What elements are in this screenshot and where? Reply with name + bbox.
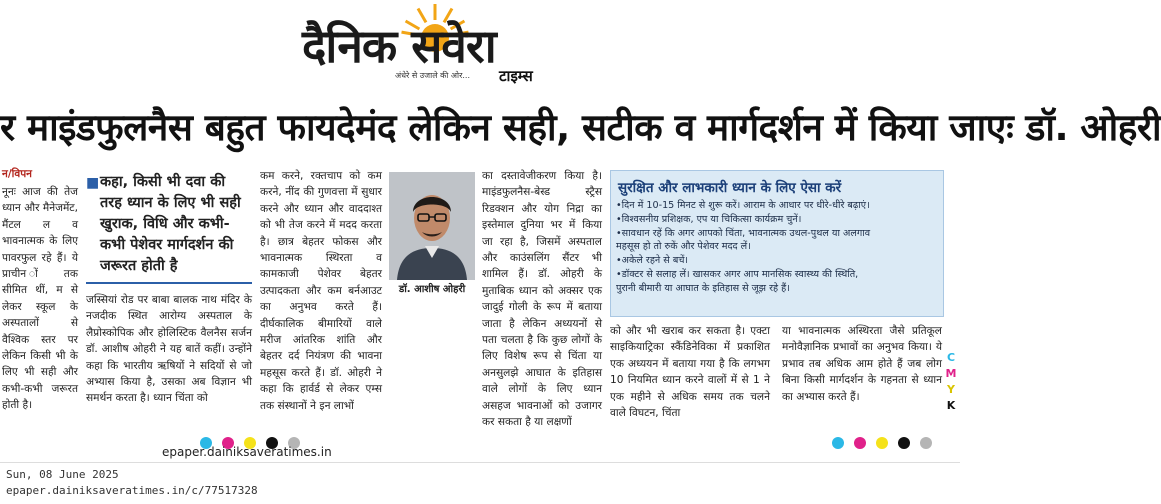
magenta-dot-icon	[854, 437, 866, 449]
article-column-1: नूनः आज की तेज ध्यान और मैनेजमेंट, मैंटल ल व भावनात्मक के लिए पावरफुल रहे हैं। ये प्राचीन ों तक सीमित थीं, म से लेकर स्कूल के अस्पतालों से वैश्विक स्तर पर लेकिन किसी भी के लिए भी सही और कभी-कभी जरूरत होती है।	[2, 186, 78, 412]
logo-tagline: अंधेरे से उजाले की ओर...	[395, 71, 471, 80]
article-column-4: का दस्तावेजीकरण किया है। माइंडफुलनैस-बेस्ड स्ट्रैस रिडक्शन और योग निद्रा का इस्तेमाल दुनिया भर में किया जा रहा है, जिसमें अस्पताल और काउंसलिंग सैंटर भी शामिल हैं। डॉ. ओहरी के मुताबिक ध्यान को अक्सर एक जादुई गोली के रूप में बताया जाता है लेकिन अध्ययनों से पता चलता है कि कुछ लोगों के लिए विशेष रूप से चिंता या अनसुलझे आघात के इतिहास वाले लोगों के लिए ध्यान असहज भावनाओं को उजागर कर सकता है या लक्षणों	[482, 170, 602, 429]
author-photo	[389, 172, 475, 280]
pull-quote-text: कहा, किसी भी दवा की तरह ध्यान के लिए भी सही खुराक, विधि और कभी-कभी पेशेवर मार्गदर्शन की जरूरत होती है	[100, 174, 241, 274]
pull-quote	[86, 172, 252, 284]
footer	[0, 462, 960, 504]
black-dot-icon	[898, 437, 910, 449]
epaper-site-link[interactable]: epaper.dainiksaveratimes.in	[162, 445, 332, 459]
article-column-5: को और भी खराब कर सकता है। एक्टा साइकियाट्रिका स्कैंडिनेविका में प्रकाशित एक अध्ययन में बताया गया है कि लगभग 10 नियमित ध्यान करने वालों में से 1 ने एक महीने से अधिक समय तक चलने वाले विघटन, चिंता	[610, 325, 770, 420]
newspaper-logo: दैनिक सवेरा	[302, 19, 496, 73]
cmyk-letter: C	[946, 351, 956, 364]
cmyk-letter: M	[945, 367, 957, 380]
tips-list-item: पुरानी बीमारी या आघात के इतिहास से जूझ रहे हैं।	[616, 282, 790, 294]
tips-list-item: •विश्वसनीय प्रशिक्षक, एप या चिकित्सा कार्यक्रम चुनें।	[616, 213, 802, 225]
article-column-6: या भावनात्मक अस्थिरता जैसे प्रतिकूल मनोवैज्ञानिक प्रभावों का अनुभव किया। ये प्रभाव तब अधिक आम होते हैं जब लोग बिना किसी मार्गदर्शन के गहनता से ध्यान का अभ्यास करते हैं।	[782, 325, 942, 403]
cmyk-marker	[945, 350, 957, 414]
cyan-dot-icon	[832, 437, 844, 449]
tips-list-item: •सावधान रहें कि अगर आपको चिंता, भावनात्मक उथल-पुथल या अलगाव	[616, 227, 871, 239]
square-bullet-icon: ■	[86, 175, 100, 191]
tips-list-item: •अकेले रहने से बचें।	[616, 255, 689, 267]
logo-suffix: टाइम्स	[499, 67, 533, 85]
tips-list-item: •डॉक्टर से सलाह लें। खासकर अगर आप मानसिक स्वास्थ्य की स्थिति,	[616, 268, 859, 280]
person-portrait-icon	[389, 172, 475, 280]
tips-list-item: महसूस हो तो रुकें और पेशेवर मदद लें।	[616, 241, 751, 253]
tips-box-title: सुरक्षित और लाभकारी ध्यान के लिए ऐसा करें	[618, 180, 842, 196]
byline: न/विपन	[2, 168, 33, 180]
tips-list	[616, 199, 940, 296]
clip-url-link[interactable]: epaper.dainiksaveratimes.in/c/77517328	[6, 484, 258, 497]
article-column-3: कम करने, रक्तचाप को कम करने, नींद की गुणवत्ता में सुधार करने और ध्यान और वाददाश्त को भी तेज करने में मदद करता है। छात्र बेहतर फोकस और भावनात्मक स्थिरता व कामकाजी पेशेवर बेहतर उत्पादकता और कम बर्नआउट का अनुभव करते हैं। दीर्घकालिक बीमारियों वाले मरीज आंतरिक शांति और बेहतर दर्द नियंत्रण की भावना महसूस करते हैं। डॉ. ओहरी ने कहा कि हार्वर्ड से लेकर एम्स तक संस्थानों ने इन लाभों	[260, 170, 382, 412]
tips-list-item: •दिन में 10-15 मिनट से शुरू करें। आराम के आधार पर धीरे-धीरे बढ़ाएं।	[616, 200, 870, 211]
yellow-dot-icon	[876, 437, 888, 449]
article-headline: र माइंडफुलनैस बहुत फायदेमंद लेकिन सही, सटीक व मार्गदर्शन में किया जाएः डॉ. ओहरी	[0, 106, 1161, 149]
publication-date: Sun, 08 June 2025	[6, 468, 119, 481]
cmyk-letter: Y	[947, 383, 955, 396]
article-column-2: जस्सियां रोड पर बाबा बालक नाथ मंदिर के नजदीक स्थित आरोग्य अस्पताल के लैप्रोस्कोपिक और होलिस्टिक वैलनैस सर्जन डॉ. आशीष ओहरी ने यह बातें कहीं। उन्होंने कहा कि भारतीय ऋषियों ने सदियों से जो अभ्यास किया है, उसका अब विज्ञान भी समर्थन करता है। ध्यान चिंता को	[86, 294, 252, 405]
grey-dot-icon	[920, 437, 932, 449]
color-registration-dots-right	[832, 436, 932, 450]
cmyk-letter: K	[946, 399, 956, 412]
photo-caption: डॉ. आशीष ओहरी	[398, 284, 466, 295]
